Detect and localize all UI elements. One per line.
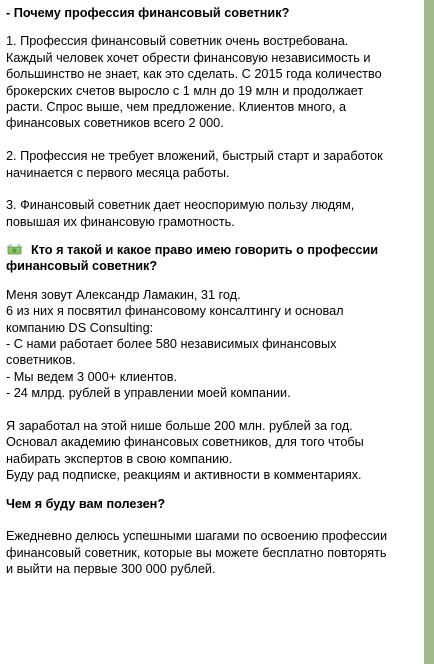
heading-who-text-1: Кто я такой и какое право имею говорить о профессии xyxy=(31,243,379,258)
heading-who-line-2: финансовый советник? xyxy=(6,259,158,274)
spacer xyxy=(6,275,424,287)
text-line: 3. Финансовый советник дает неоспоримую пользу людям, xyxy=(6,198,355,213)
spacer xyxy=(6,512,424,528)
text-line: финансовый советник, которые вы можете бесплатно повторять xyxy=(6,545,387,560)
text-line: финансовых советников всего 2 000. xyxy=(6,116,224,131)
text-line: компанию DS Consulting: xyxy=(6,320,154,335)
heading-useful: Чем я буду вам полезен? xyxy=(6,496,166,511)
text-line: Основал академию финансовых советников, для того чтобы xyxy=(6,435,364,450)
paragraph-1 xyxy=(6,33,424,131)
text-line: - 24 млрд. рублей в управлении моей компании. xyxy=(6,386,291,401)
spacer xyxy=(6,132,424,148)
text-line: 6 из них я посвятил финансовому консалтингу и основал xyxy=(6,304,344,319)
paragraph-3 xyxy=(6,197,424,230)
text-line: большинство не знает, как это сделать. С 2015 года количество xyxy=(6,67,382,82)
text-line: - С нами работает более 580 независимых финансовых xyxy=(6,337,337,352)
text-line: повышая их финансовую грамотность. xyxy=(6,214,235,229)
paragraph-daily xyxy=(6,528,424,577)
text-line: Меня зовут Александр Ламакин, 31 год. xyxy=(6,287,241,302)
heading-why: - Почему профессия финансовый советник? xyxy=(6,6,290,20)
heading-who-line-1 xyxy=(6,242,424,258)
text-line: набирать экспертов в свою компанию. xyxy=(6,451,233,466)
spacer xyxy=(6,21,424,33)
text-line: 2. Профессия не требует вложений, быстрый старт и заработок xyxy=(6,149,383,164)
paragraph-2 xyxy=(6,148,424,181)
paragraph-about xyxy=(6,287,424,402)
spacer xyxy=(6,181,424,197)
text-line: - Мы ведем 3 000+ клиентов. xyxy=(6,369,177,384)
text-line: советников. xyxy=(6,353,76,368)
text-line: Каждый человек хочет обрести финансовую независимость и xyxy=(6,50,371,65)
text-line: начинается с первого месяца работы. xyxy=(6,165,230,180)
text-line: 1. Профессия финансовый советник очень востребована. xyxy=(6,34,349,49)
text-line: Буду рад подписке, реакциям и активности в комментариях. xyxy=(6,468,362,483)
spacer xyxy=(6,230,424,242)
text-line: расти. Спрос выше, чем предложение. Клиентов много, а xyxy=(6,99,347,114)
spacer xyxy=(6,402,424,418)
heading-who xyxy=(6,242,424,275)
spacer xyxy=(6,484,424,496)
text-line: брокерских счетов выросло с 1 млн до 19 млн и продолжает xyxy=(6,83,364,98)
text-line: Ежедневно делюсь успешными шагами по освоению профессии xyxy=(6,529,388,544)
money-with-wings-icon xyxy=(6,243,23,255)
paragraph-earnings xyxy=(6,418,424,484)
text-line: и выйти на первые 300 000 рублей. xyxy=(6,562,216,577)
text-line: Я заработал на этой нише больше 200 млн. рублей за год. xyxy=(6,418,353,433)
